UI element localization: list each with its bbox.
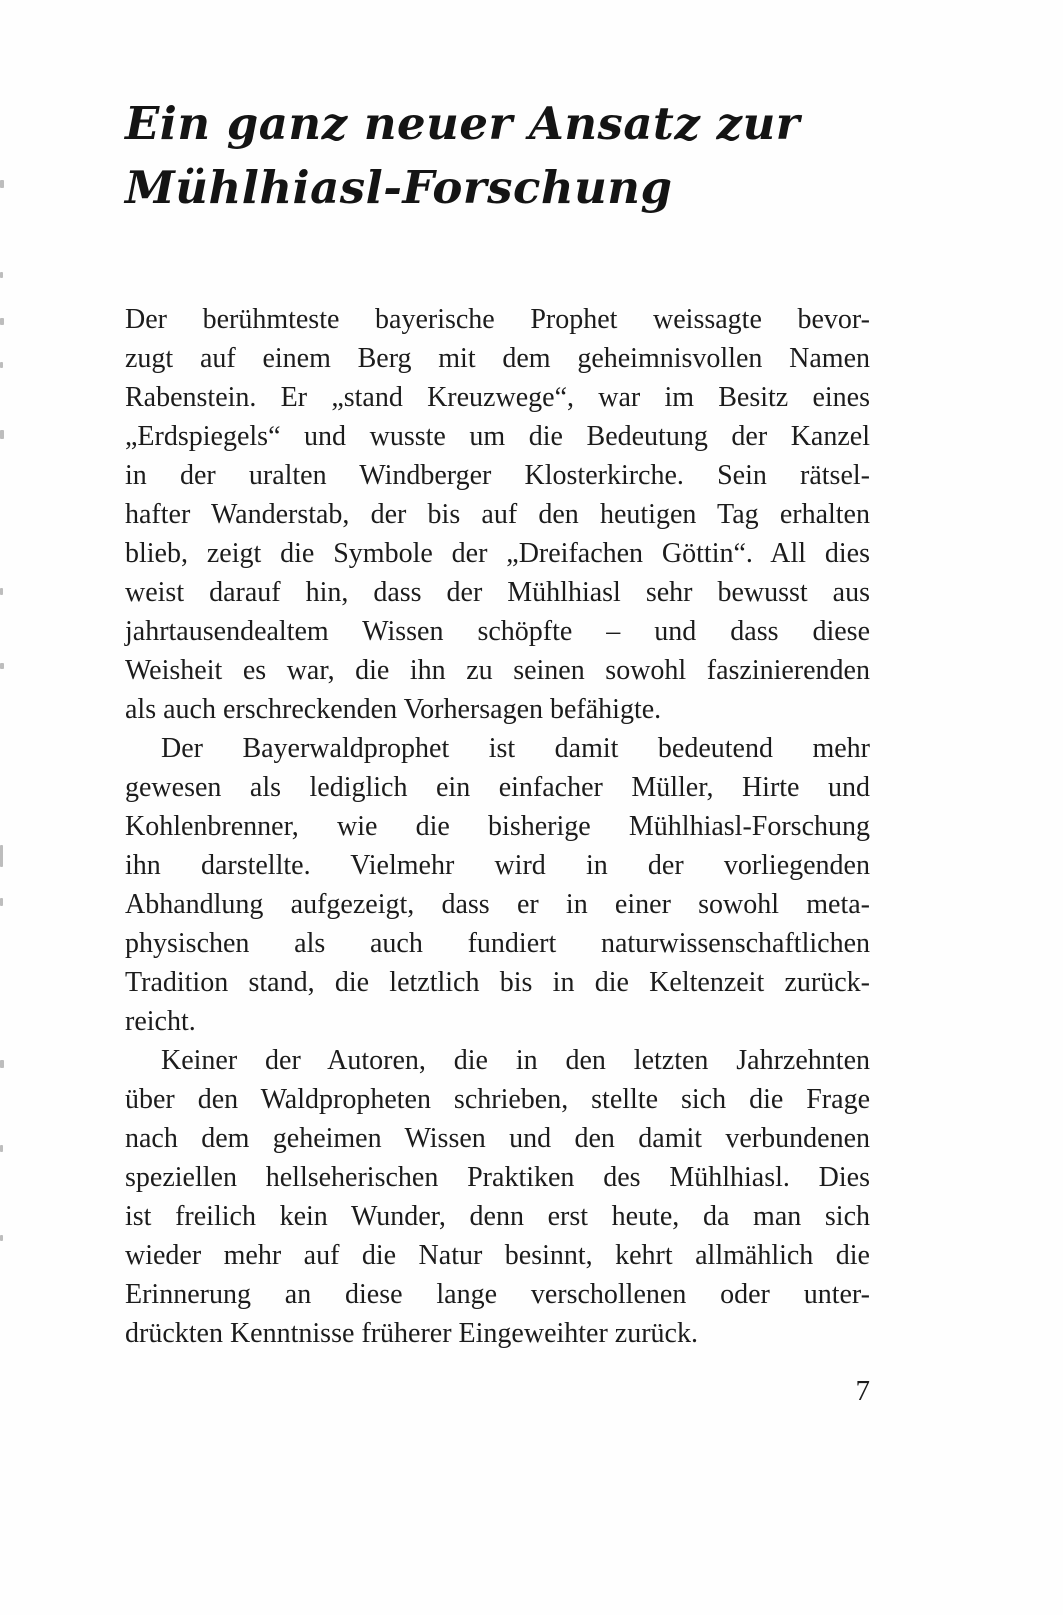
- text-line: als auch erschreckenden Vorhersagen befähigte.: [125, 694, 662, 725]
- text-line: ihn darstellte. Vielmehr wird in der vorliegenden: [125, 850, 870, 881]
- edge-artifact: [0, 1145, 3, 1152]
- text-line: gewesen als lediglich ein einfacher Müller, Hirte und: [125, 772, 870, 803]
- text-line: ist freilich kein Wunder, denn erst heute, da man sich: [125, 1201, 870, 1232]
- text-line: Rabenstein. Er „stand Kreuzwege“, war im Besitz eines: [125, 382, 870, 413]
- paragraph-2: [125, 729, 870, 1041]
- text-line: drückten Kenntnisse früherer Eingeweihter zurück.: [125, 1318, 698, 1349]
- chapter-title: [125, 92, 885, 220]
- text-line: weist darauf hin, dass der Mühlhiasl sehr bewusst aus: [125, 577, 870, 608]
- text-line: über den Waldpropheten schrieben, stellte sich die Frage: [125, 1084, 870, 1115]
- text-line: physischen als auch fundiert naturwissenschaftlichen: [125, 928, 870, 959]
- edge-artifact: [0, 430, 4, 439]
- edge-artifact: [0, 845, 3, 867]
- text-line: hafter Wanderstab, der bis auf den heutigen Tag erhalten: [125, 499, 870, 530]
- text-line: Kohlenbrenner, wie die bisherige Mühlhiasl-Forschung: [125, 811, 870, 842]
- paragraph-3: [125, 1041, 870, 1353]
- edge-artifact: [0, 1060, 4, 1068]
- text-line: wieder mehr auf die Natur besinnt, kehrt allmählich die: [125, 1240, 870, 1271]
- chapter-title-line-1: Ein ganz neuer Ansatz zur: [125, 97, 801, 150]
- edge-artifact: [0, 272, 3, 278]
- text-line: reicht.: [125, 1006, 196, 1037]
- text-line: Der Bayerwaldprophet ist damit bedeutend mehr: [161, 733, 870, 764]
- text-line: nach dem geheimen Wissen und den damit verbundenen: [125, 1123, 870, 1154]
- edge-artifact: [0, 180, 4, 188]
- edge-artifact: [0, 1235, 3, 1241]
- text-line: Weisheit es war, die ihn zu seinen sowohl faszinierenden: [125, 655, 870, 686]
- edge-artifact: [0, 898, 3, 906]
- edge-artifact: [0, 588, 3, 595]
- text-line: Der berühmteste bayerische Prophet weissagte bevor-: [125, 304, 870, 335]
- text-line: speziellen hellseherischen Praktiken des Mühlhiasl. Dies: [125, 1162, 870, 1193]
- text-line: in der uralten Windberger Klosterkirche. Sein rätsel-: [125, 460, 870, 491]
- chapter-title-line-2: Mühlhiasl-Forschung: [125, 161, 673, 214]
- text-line: Tradition stand, die letztlich bis in die Keltenzeit zurück-: [125, 967, 870, 998]
- text-line: blieb, zeigt die Symbole der „Dreifachen Göttin“. All dies: [125, 538, 870, 569]
- text-line: jahrtausendealtem Wissen schöpfte – und dass diese: [125, 616, 870, 647]
- paragraph-1: [125, 300, 870, 729]
- text-line: Abhandlung aufgezeigt, dass er in einer sowohl meta-: [125, 889, 870, 920]
- body-text: [125, 300, 870, 1353]
- text-line: Keiner der Autoren, die in den letzten Jahrzehnten: [161, 1045, 870, 1076]
- edge-artifact: [0, 663, 4, 669]
- edge-artifact: [0, 318, 4, 325]
- text-line: Erinnerung an diese lange verschollenen oder unter-: [125, 1279, 870, 1310]
- page-number: 7: [855, 1375, 870, 1407]
- text-line: zugt auf einem Berg mit dem geheimnisvollen Namen: [125, 343, 870, 374]
- edge-artifact: [0, 362, 3, 368]
- text-line: „Erdspiegels“ und wusste um die Bedeutung der Kanzel: [125, 421, 870, 452]
